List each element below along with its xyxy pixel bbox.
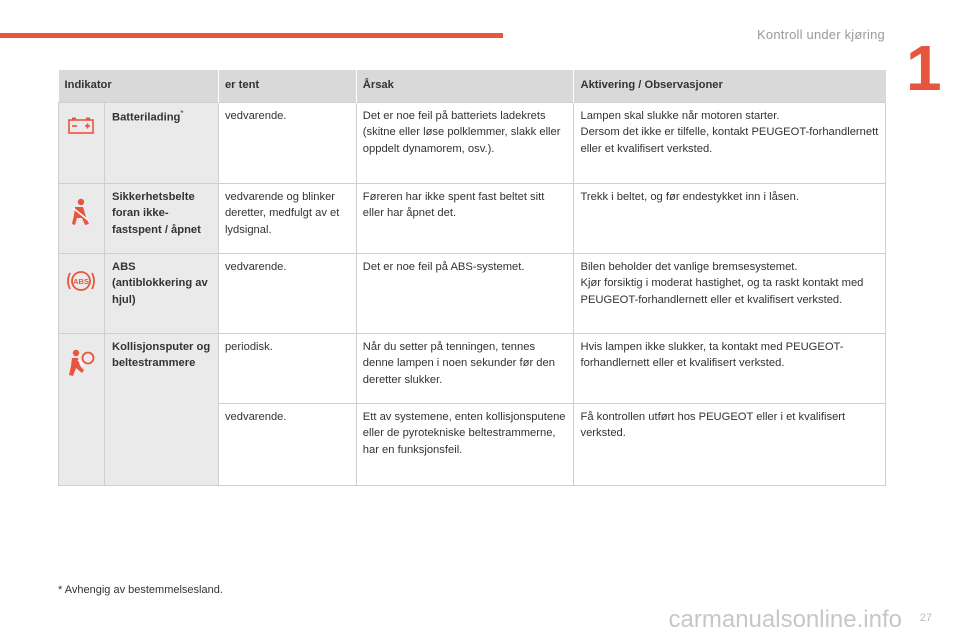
footnote: * Avhengig av bestemmelsesland. [58,584,223,596]
svg-text:ABS: ABS [73,276,90,286]
action-cell: Bilen beholder det vanlige bremsesystemet. Kjør forsiktig i moderat hastighet, og ta raskt kontakt med PEUGEOT-forhandlernett eller et kvalifisert verksted. [574,253,886,333]
column-header-indicator: Indikator [59,70,219,102]
icon-cell [59,253,105,333]
seatbelt-icon [69,198,93,226]
page-number: 27 [919,612,932,624]
cause-cell: Ett av systemene, enten kollisjonsputene eller de pyrotekniske beltestrammerne, har en funksjonsfeil. [356,403,574,485]
indicator-name: Kollisjonsputer og beltestrammere [104,333,218,485]
state-cell: vedvarende. [218,403,356,485]
abs-icon [66,268,96,294]
action-cell: Trekk i beltet, og før endestykket inn i låsen. [574,183,886,253]
icon-cell [59,183,105,253]
airbag-icon [66,348,96,378]
chapter-number: 1 [906,32,942,104]
table-row [59,253,886,333]
column-header-cause: Årsak [356,70,574,102]
cause-cell: Føreren har ikke spent fast beltet sitt eller har åpnet det. [356,183,574,253]
action-cell: Hvis lampen ikke slukker, ta kontakt med PEUGEOT-forhandlernett eller et kvalifisert verksted. [574,333,886,403]
table-row [59,102,886,183]
table-header-row [59,70,886,102]
cause-cell: Det er noe feil på batteriets ladekrets (skitne eller løse polklemmer, slakk eller oppdelt dynamorem, osv.). [356,102,574,183]
icon-cell [59,333,105,485]
table-row [59,183,886,253]
state-cell: vedvarende og blinker deretter, medfulgt av et lydsignal. [218,183,356,253]
accent-bar [0,33,503,38]
state-cell: periodisk. [218,333,356,403]
column-header-state: er tent [218,70,356,102]
table-row [59,333,886,403]
battery-icon [66,117,96,135]
action-cell: Lampen skal slukke når motoren starter. Dersom det ikke er tilfelle, kontakt PEUGEOT-forhandlernett eller et kvalifisert verksted. [574,102,886,183]
watermark: carmanualsonline.info [668,606,902,633]
cause-cell: Når du setter på tenningen, tennes denne lampen i noen sekunder før den deretter slukker. [356,333,574,403]
indicator-name: Batterilading* [104,102,218,183]
icon-cell [59,102,105,183]
section-title: Kontroll under kjøring [757,27,885,42]
action-cell: Få kontrollen utført hos PEUGEOT eller i et kvalifisert verksted. [574,403,886,485]
cause-cell: Det er noe feil på ABS-systemet. [356,253,574,333]
state-cell: vedvarende. [218,253,356,333]
indicator-name: ABS (antiblokkering av hjul) [104,253,218,333]
column-header-action: Aktivering / Observasjoner [574,70,886,102]
state-cell: vedvarende. [218,102,356,183]
warning-lamp-table [58,70,886,486]
indicator-name: Sikkerhetsbelte foran ikke-fastspent / åpnet [104,183,218,253]
